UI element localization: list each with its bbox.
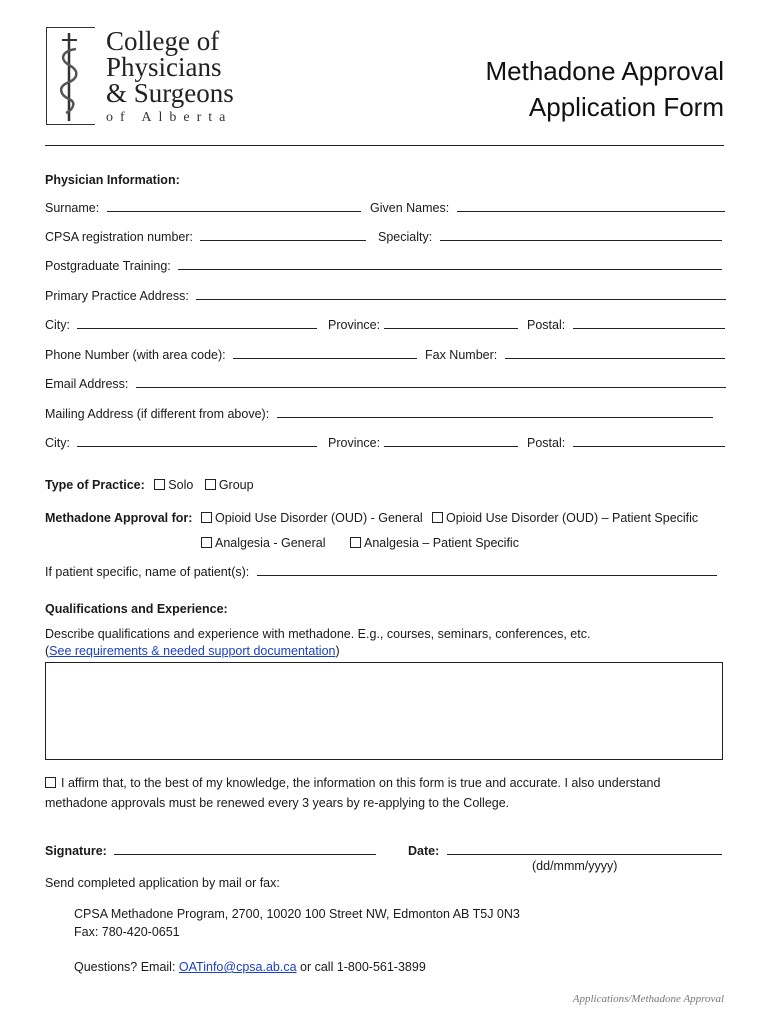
phone-field[interactable] (233, 346, 417, 359)
header-divider (45, 145, 724, 146)
postal2-label: Postal: (527, 436, 566, 450)
solo-label: Solo (168, 478, 194, 492)
postal2-row (527, 434, 725, 450)
postal-row (527, 316, 725, 332)
surname-label: Surname: (45, 201, 100, 215)
affirm-line-2: methadone approvals must be renewed every 3 years by re-applying to the College. (45, 796, 510, 810)
province-field[interactable] (384, 316, 518, 329)
oud-specific-option (432, 511, 698, 525)
date-row (408, 842, 722, 858)
mailing-field[interactable] (277, 405, 713, 418)
province2-field[interactable] (384, 434, 518, 447)
surname-field[interactable] (107, 199, 361, 212)
logo-line-2: Physicians (106, 52, 222, 82)
cpsa-logo (46, 27, 246, 123)
specialty-label: Specialty: (378, 230, 433, 244)
city-row (45, 316, 317, 332)
qualifications-description: Describe qualifications and experience with methadone. E.g., courses, seminars, conferences, etc. (45, 627, 591, 641)
specialty-field[interactable] (440, 228, 722, 241)
specialty-row (378, 228, 722, 244)
city-label: City: (45, 318, 70, 332)
questions-line (74, 960, 426, 974)
cpsa-reg-field[interactable] (200, 228, 366, 241)
questions-suffix: or call 1-800-561-3899 (296, 960, 426, 974)
date-label: Date: (408, 844, 440, 858)
postal2-field[interactable] (573, 434, 725, 447)
given-names-row (370, 199, 725, 215)
form-title-line-1: Methadone Approval (485, 56, 724, 86)
solo-checkbox[interactable] (154, 479, 165, 490)
analgesia-general-option (201, 536, 325, 550)
form-title-line-2: Application Form (528, 92, 724, 122)
oud-general-label: Opioid Use Disorder (OUD) - General (215, 511, 423, 525)
patient-names-label: If patient specific, name of patient(s): (45, 565, 250, 579)
city2-field[interactable] (77, 434, 317, 447)
postgrad-field[interactable] (178, 257, 722, 270)
approval-for-label: Methadone Approval for: (45, 511, 193, 525)
email-row (45, 375, 726, 391)
oud-general-checkbox[interactable] (201, 512, 212, 523)
paren-open: ( (45, 644, 50, 658)
city-field[interactable] (77, 316, 317, 329)
signature-field[interactable] (114, 842, 376, 855)
analgesia-general-checkbox[interactable] (201, 537, 212, 548)
requirements-link[interactable]: See requirements & needed support documentation (49, 644, 336, 658)
group-label: Group (218, 478, 254, 492)
qualifications-textarea[interactable] (45, 662, 723, 760)
postal-field[interactable] (573, 316, 725, 329)
analgesia-specific-option (350, 536, 519, 550)
city2-label: City: (45, 436, 70, 450)
send-instructions: Send completed application by mail or fax: (45, 876, 280, 890)
affirm-checkbox[interactable] (45, 777, 56, 788)
phone-label: Phone Number (with area code): (45, 348, 226, 362)
paren-close: ) (335, 644, 340, 658)
logo-line-4: of Alberta (106, 110, 233, 125)
date-field[interactable] (447, 842, 722, 855)
primary-address-field[interactable] (196, 287, 726, 300)
oud-specific-checkbox[interactable] (432, 512, 443, 523)
affirm-row (45, 776, 660, 790)
mailing-row (45, 405, 713, 421)
email-field[interactable] (136, 375, 726, 388)
signature-row (45, 842, 376, 858)
group-checkbox[interactable] (205, 479, 216, 490)
logo-line-3: & Surgeons (106, 78, 234, 108)
fax-number: Fax: 780-420-0651 (74, 925, 180, 939)
cpsa-reg-row (45, 228, 366, 244)
cpsa-reg-label: CPSA registration number: (45, 230, 193, 244)
oud-general-option (201, 511, 423, 525)
primary-address-row (45, 287, 726, 303)
primary-address-label: Primary Practice Address: (45, 289, 189, 303)
province-label: Province: (328, 318, 381, 332)
province-row (328, 316, 518, 332)
caduceus-icon (54, 27, 88, 123)
province2-row (328, 434, 518, 450)
oud-specific-label: Opioid Use Disorder (OUD) – Patient Specific (446, 511, 699, 525)
province2-label: Province: (328, 436, 381, 450)
fax-field[interactable] (505, 346, 725, 359)
fax-label: Fax Number: (425, 348, 498, 362)
signature-label: Signature: (45, 844, 107, 858)
requirements-line (45, 644, 340, 658)
surname-row (45, 199, 361, 215)
fax-row (425, 346, 725, 362)
patient-names-row (45, 563, 717, 579)
analgesia-specific-checkbox[interactable] (350, 537, 361, 548)
patient-names-field[interactable] (257, 563, 717, 576)
logo-line-1: College of (106, 26, 220, 56)
given-names-label: Given Names: (370, 201, 450, 215)
phone-row (45, 346, 417, 362)
practice-type-label: Type of Practice: (45, 478, 145, 492)
oat-email-link[interactable]: OATinfo@cpsa.ab.ca (178, 960, 297, 974)
email-label: Email Address: (45, 377, 129, 391)
postal-label: Postal: (527, 318, 566, 332)
mailing-address: CPSA Methadone Program, 2700, 10020 100 Street NW, Edmonton AB T5J 0N3 (74, 907, 520, 921)
physician-info-heading: Physician Information: (45, 173, 180, 187)
analgesia-specific-label: Analgesia – Patient Specific (364, 536, 519, 550)
given-names-field[interactable] (457, 199, 725, 212)
mailing-label: Mailing Address (if different from above): (45, 407, 270, 421)
city2-row (45, 434, 317, 450)
postgrad-row (45, 257, 722, 273)
footer-doc-path: Applications/Methadone Approval (572, 993, 724, 1005)
qualifications-heading: Qualifications and Experience: (45, 602, 228, 616)
postgrad-label: Postgraduate Training: (45, 259, 171, 273)
questions-prefix: Questions? Email: (74, 960, 179, 974)
practice-type-row (45, 478, 254, 492)
date-format-hint: (dd/mmm/yyyy) (532, 859, 618, 873)
analgesia-general-label: Analgesia - General (215, 536, 326, 550)
affirm-line-1: I affirm that, to the best of my knowledge, the information on this form is true and accurate. I also understand (61, 776, 661, 790)
